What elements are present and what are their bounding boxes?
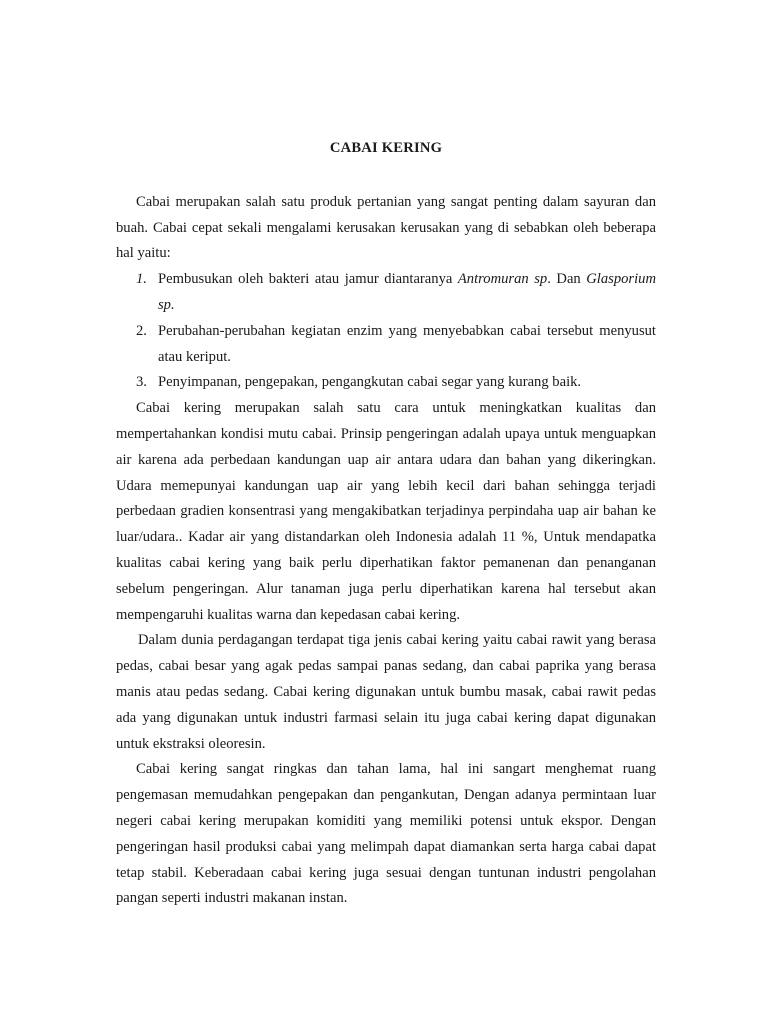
list-species-name: Antromuran sp — [457, 271, 548, 288]
cause-list — [116, 267, 656, 396]
list-text: Penyimpanan, pengepakan, pengangkutan cabai segar yang kurang baik. — [158, 374, 582, 391]
body-paragraph: Cabai kering sangat ringkas dan tahan lama, hal ini sangart menghemat ruang pengemasan memudahkan pengepakan dan pengankutan, Dengan adanya permintaan luar negeri cabai kering merupakan komiditi yang memiliki potensi untuk ekspor. Dengan pengeringan hasil produksi cabai yang melimpah dapat diamankan serta harga cabai dapat tetap stabil. Keberadaan cabai kering juga sesuai dengan tuntunan industri pengolahan pangan seperti industri makanan instan. — [116, 761, 656, 907]
list-item — [116, 370, 656, 396]
list-item — [116, 319, 656, 371]
list-text: Perubahan-perubahan kegiatan enzim yang menyebabkan cabai tersebut menyusut atau keriput. — [158, 322, 656, 365]
body-paragraph: Cabai kering merupakan salah satu cara untuk meningkatkan kualitas dan mempertahankan kondisi mutu cabai. Prinsip pengeringan adalah upaya untuk menguapkan air karena ada perbedaan kandungan uap air antara udara dan bahan yang dikeringkan. Udara memepunyai kandungan uap air yang lebih kecil dari bahan sehingga terjadi perbedaan gradien konsentrasi yang mengakibatkan terjadinya perpindaha uap air bahan ke luar/udara.. Kadar air yang distandarkan oleh Indonesia adalah 11 %, Untuk mendapatka kualitas cabai kering yang baik perlu diperhatikan faktor pemanenan dan penanganan sebelum pengeringan. Alur tanaman juga perlu diperhatikan karena hal tersebut akan mempengaruhi kualitas warna dan kepedasan cabai kering. — [116, 400, 656, 623]
page-title: CABAI KERING — [329, 140, 443, 156]
list-item — [116, 267, 656, 319]
list-text: Pembusukan oleh bakteri atau jamur diantaranya — [158, 271, 458, 288]
list-number: 2. — [136, 322, 147, 339]
list-species-name: Glasporium sp. — [158, 271, 656, 313]
intro-paragraph: Cabai merupakan salah satu produk pertanian yang sangat penting dalam sayuran dan buah. Cabai cepat sekali mengalami kerusakan kerusakan yang di sebabkan oleh beberapa hal yaitu: — [116, 193, 656, 262]
list-number: 1. — [136, 271, 147, 288]
list-text: . Dan — [547, 271, 587, 288]
body-paragraph: Dalam dunia perdagangan terdapat tiga jenis cabai kering yaitu cabai rawit yang berasa pedas, cabai besar yang agak pedas sampai panas sedang, dan cabai paprika yang berasa manis atau pedas sedang. Cabai kering digunakan untuk bumbu masak, cabai rawit pedas ada yang digunakan untuk industri farmasi selain itu juga cabai kering dapat digunakan untuk ekstraksi oleoresin. — [116, 632, 656, 752]
list-number: 3. — [136, 374, 147, 391]
